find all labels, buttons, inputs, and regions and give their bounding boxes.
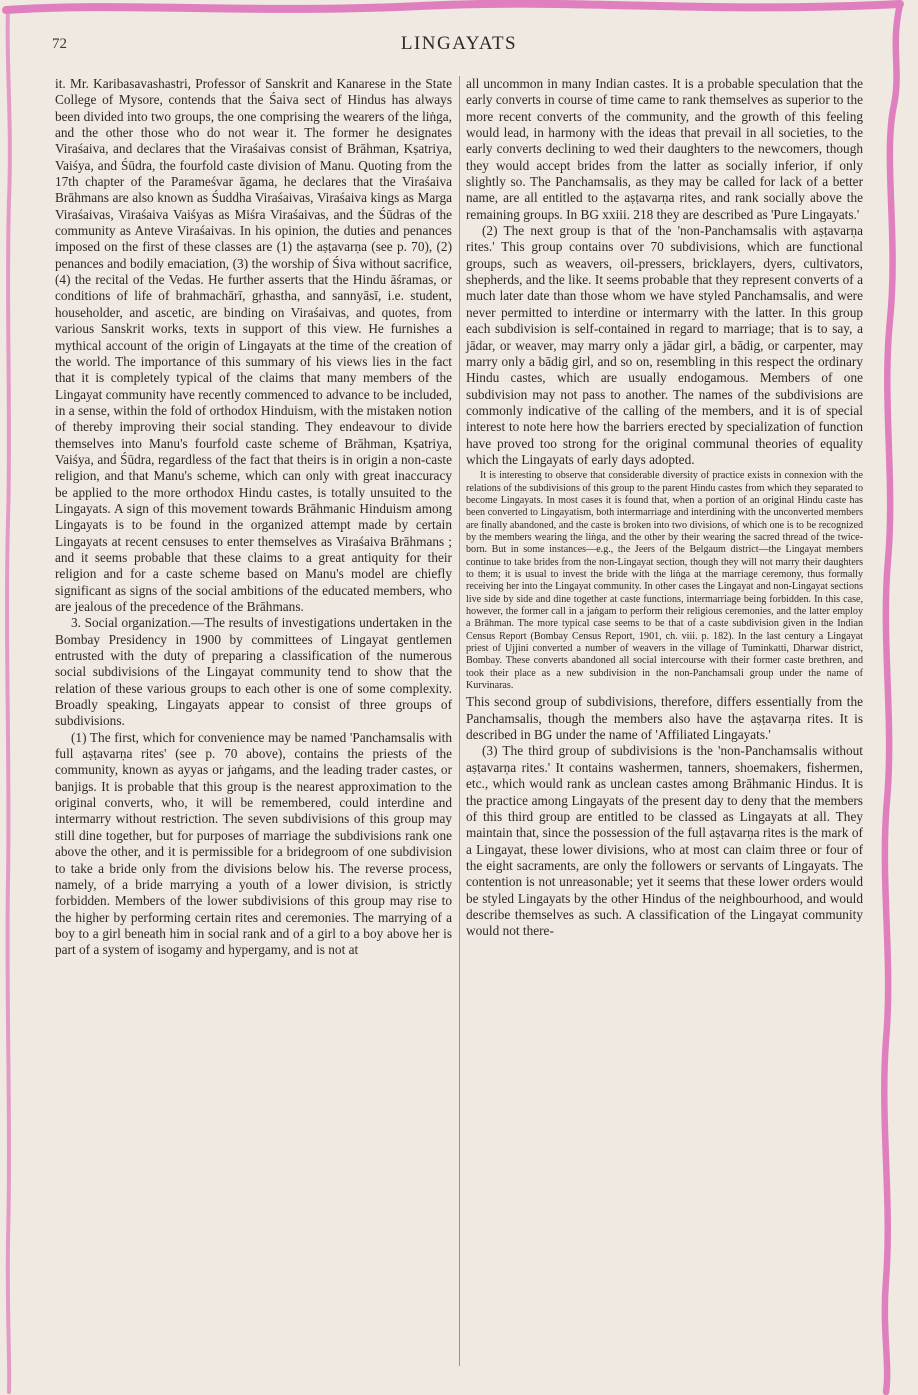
running-title: LINGAYATS xyxy=(400,33,518,54)
section-heading: 3. Social organization. xyxy=(71,615,191,631)
left-column xyxy=(55,76,452,959)
right-paragraph-group-2: (2) The next group is that of the 'non-Panchamsalis with aṣṭavarṇa rites.' This group contains over 70 subdivisions, which are functional groups, such as weavers, oil-pressers, bricklayers, dyers, cultivators, shepherds, and the like. It seems probable that they represent converts of a much later date than those whom we have styled Panchamsalis, and were never permitted to interdine or intermarry with the latter. In this group each subdivision is self-contained in regard to marriage; that is to say, a jādar, or weaver, may marry only a jādar girl, a bādig, or carpenter, may marry only a bādig girl, and so on, resembling in this respect the ordinary Hindu castes, which are usually endogamous. Members of one subdivision may not pass to another. The names of the subdivisions are commonly indicative of the calling of the members, and it is of special interest to note here how the barriers erected by specialization of function have proved too strong for the original communal theories of equality which the Lingayats of early days adopted. xyxy=(466,223,863,467)
right-column xyxy=(466,76,863,940)
right-paragraph-group-3: (3) The third group of subdivisions is the 'non-Panchamsalis without aṣṭavarṇa rites.' It contains washermen, tanners, shoemakers, fishermen, etc., which would rank as unclean castes among Brāhmanic Hindus. It is the practice among Lingayats of the present day to deny that the members of this third group are entitled to be classed as Lingayats at all. They maintain that, since the possession of the full aṣṭavarṇa rites is the mark of a Lingayat, these lower divisions, who at most can claim three or four of the eight sacraments, are only the followers or servants of Lingayats. The contention is not unreasonable; yet it seems that these lower orders would be styled Lingayats by the other Hindus of the neighbourhood, and would describe themselves as such. A classification of the Lingayat community would not there- xyxy=(466,743,863,939)
footnote: It is interesting to observe that considerable diversity of practice exists in connexion with the relations of the subdivisions of this group to the parent Hindu castes from which they separated to become Lingayats. In most cases it is found that, when a portion of an original Hindu caste has been converted to Lingayatism, both intermarriage and interdining with the unconverted members are finally abandoned, and the caste is broken into two divisions, of which one is to be recognized by the members wearing the liṅga, and the other by their wearing the sacred thread of the twice-born. But in some instances—e.g., the Jeers of the Belgaum district—the Lingayat members continue to take brides from the non-Lingayat section, though they will not marry their daughters to them; it is usual to invest the bride with the liṅga at the marriage ceremony, thus formally receiving her into the Lingayat community. In other cases the Lingayat and non-Lingayat sections live side by side and dine together at caste functions, intermarriage being forbidden. In this case, however, the former call in a jaṅgam to perform their religious ceremonies, and the latter employ a Brāhman. The more typical case seems to be that of a caste subdivision given in the Indian Census Report (Bombay Census Report, 1901, ch. viii. p. 182). In the last century a Lingayat priest of Ujjini converted a number of weavers in the village of Tuminkatti, Dharwar district, Bombay. These converts abandoned all social intercourse with their former caste brethren, and took their place as a new subdivision in the non-Panchamsali group under the name of Kurvinaras. xyxy=(466,470,863,692)
section-3-text: —The results of investigations undertaken in the Bombay Presidency in 1900 by committees of Lingayat gentlemen entrusted with the duty of preparing a classification of the numerous social subdivisions of the Lingayat community tend to show that the relation of these various groups to each other is one of some complexity. Broadly speaking, Lingayats appear to consist of three groups of subdivisions. xyxy=(55,615,453,729)
column-divider xyxy=(459,76,460,1366)
right-paragraph-1: all uncommon in many Indian castes. It is a probable speculation that the early converts in course of time came to rank themselves as superior to the more recent converts of the community, and the growth of this feeling would lead, in harmony with the ideas that prevail in all societies, to the early converts declining to wed their daughters to the newcomers, though they would accept brides from the latter as socially inferior, if only slightly so. The Panchamsalis, as they may be called for lack of a better name, are all entitled to the aṣṭavarṇa rites, and rank socially above the remaining groups. In BG xxiii. 218 they are described as 'Pure Lingayats.' xyxy=(466,76,863,222)
right-paragraph-3: This second group of subdivisions, therefore, differs essentially from the Panchamsalis, though the members also have the aṣṭavarṇa rites. It is described in BG under the name of 'Affiliated Lingayats.' xyxy=(466,694,863,743)
section-3-paragraph xyxy=(55,615,452,729)
left-paragraph-group-1: (1) The first, which for convenience may be named 'Panchamsalis with full aṣṭavarṇa rites' (see p. 70 above), contains the priests of the community, known as ayyas or jaṅgams, and the leading trader castes, or banjigs. It is probable that this group is the nearest approximation to the original converts, who, it will be remembered, could interdine and intermarry without restriction. The seven subdivisions of this group may still dine together, but for purposes of marriage the subdivisions rank one above the other, and it is permissible for a bridegroom of one subdivision to take a bride only from the divisions below his. The reverse process, namely, of a bride marrying a youth of a lower division, is strictly forbidden. Members of the lower subdivisions of this group may rise to the higher by performing certain rites and ceremonies. The marrying of a boy to a girl beneath him in social rank and of a girl to a boy above her is part of a system of isogamy and hypergamy, and is not at xyxy=(55,729,452,958)
page-number: 72 xyxy=(52,36,67,52)
left-paragraph-1: it. Mr. Karibasavashastri, Professor of Sanskrit and Kanarese in the State College of Mysore, contends that the Śaiva sect of Hindus has always been divided into two groups, the one comprising the wearers of the liṅga, and the other those who do not wear it. The former he designates Viraśaiva, and declares that the Viraśaivas consist of Brāhman, Kṣatriya, Vaiśya, and Śūdra, the fourfold caste division of Manu. Quoting from the 17th chapter of the Parameśvar āgama, he declares that the Viraśaiva Brāhmans are also known as Śuddha Viraśaivas, Viraśaiva kings as Marga Viraśaivas, Viraśaiva Vaiśyas as Miśra Viraśaivas, and the Śūdras of the community as Anteve Viraśaivas. In his opinion, the duties and penances imposed on the first of these classes are (1) the aṣṭavarṇa (see p. 70), (2) penances and bodily emaciation, (3) the worship of Śiva without sacrifice, (4) the recital of the Vedas. He further asserts that the Hindu āśramas, or conditions of life of brahmachārī, gṛhastha, and sannyāsī, i.e. student, householder, and ascetic, are binding on Viraśaivas, and quotes, from various Sanskrit works, texts in support of this view. He furnishes a mythical account of the origin of Lingayats at the time of the creation of the world. The importance of this summary of his views lies in the fact that it is completely typical of the claims that many members of the Lingayat community have recently commenced to advance to be included, in a sense, within the fold of orthodox Hinduism, with the mistaken notion of thereby improving their social standing. They endeavour to divide themselves into Manu's fourfold caste scheme of Brāhman, Kṣatriya, Vaiśya, and Śūdra, regardless of the fact that theirs is in origin a non-caste religion, and that Manu's scheme, which can only with great inaccuracy be applied to the more orthodox Hindu castes, is totally unsuited to the Lingayats. A sign of this movement towards Brāhmanic Hinduism among Lingayats is to be found in the organized attempt made by certain Lingayats at recent censuses to enter themselves as Viraśaiva Brāhmans ; and it seems probable that these claims to a great antiquity for their religion and for a caste scheme based on Manu's model are chiefly significant as signs of the social ambitions of the educated members, who are jealous of the precedence of the Brāhmans. xyxy=(55,76,452,614)
